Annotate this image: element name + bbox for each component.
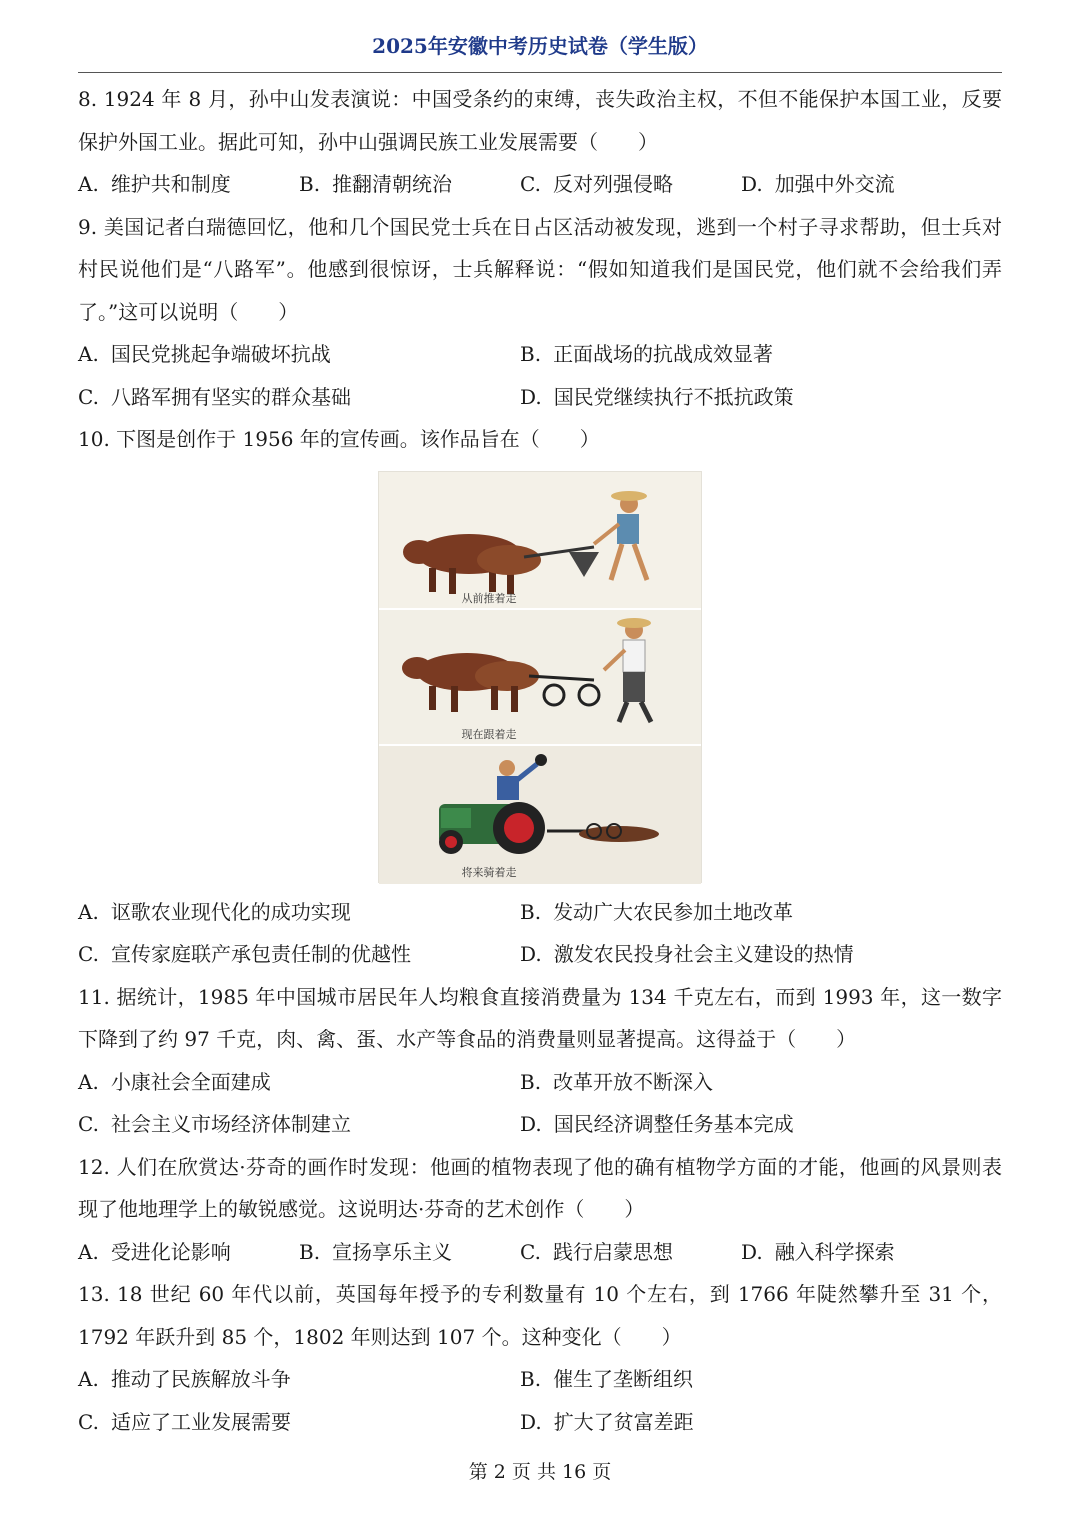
- option-b[interactable]: B. 发动广大农民参加土地改革: [520, 899, 794, 924]
- ox-modern-plough-illustration: [379, 610, 701, 746]
- option-d[interactable]: D. 加强中外交流: [741, 172, 895, 196]
- option-a[interactable]: A. 小康社会全面建成: [78, 1069, 271, 1094]
- option-a[interactable]: A. 推动了民族解放斗争: [78, 1367, 291, 1391]
- poster-panel-past: [379, 472, 701, 608]
- question-13-options-row2: [78, 1401, 1002, 1444]
- question-13-stem: 13. 18 世纪 60 年代以前，英国每年授予的专利数量有 10 个左右，到 1766 年陡然攀升至 31 个，1792 年跃升到 85 个，1802 年则达到 107 个。这种变化（ ）: [78, 1282, 1002, 1349]
- question-8-options: [78, 163, 1002, 206]
- option-a[interactable]: A. 维护共和制度: [78, 172, 231, 196]
- question-10-stem: 10. 下图是创作于 1956 年的宣传画。该作品旨在（ ）: [78, 427, 600, 451]
- question-10-options-row1: [78, 891, 1002, 934]
- question-10-options-row2: [78, 933, 1002, 976]
- caption-future: 将来骑着走: [461, 865, 517, 879]
- question-13-options-row1: [78, 1358, 1002, 1401]
- option-a[interactable]: A. 讴歌农业现代化的成功实现: [78, 899, 351, 924]
- option-d[interactable]: D. 国民党继续执行不抵抗政策: [520, 384, 794, 409]
- question-content: [78, 78, 1002, 1443]
- option-a[interactable]: A. 国民党挑起争端破坏抗战: [78, 342, 331, 366]
- page-footer: 第 2 页 共 16 页: [468, 1461, 612, 1483]
- poster-panel-present: [379, 608, 701, 746]
- question-12-stem: 12. 人们在欣赏达·芬奇的画作时发现：他画的植物表现了他的确有植物学方面的才能，他画的风景则表现了他地理学上的敏锐感觉。这说明达·芬奇的艺术创作（ ）: [78, 1154, 1002, 1221]
- option-c[interactable]: C. 反对列强侵略: [520, 172, 673, 196]
- question-8-stem: 8. 1924 年 8 月，孙中山发表演说：中国受条约的束缚，丧失政治主权，不但不能保护本国工业，反要保护外国工业。据此可知，孙中山强调民族工业发展需要（ ）: [78, 87, 1002, 154]
- question-12-options: [78, 1231, 1002, 1274]
- option-c[interactable]: C. 八路军拥有坚实的群众基础: [78, 384, 351, 409]
- question-11-stem: 11. 据统计，1985 年中国城市居民年人均粮食直接消费量为 134 千克左右，而到 1993 年，这一数字下降到了约 97 千克，肉、禽、蛋、水产等食品的消费量则显著提高。这得益于（ ）: [78, 984, 1002, 1051]
- option-b[interactable]: B. 推翻清朝统治: [299, 172, 453, 196]
- option-d[interactable]: D. 融入科学探索: [741, 1239, 895, 1264]
- option-c[interactable]: C. 适应了工业发展需要: [78, 1409, 291, 1434]
- option-c[interactable]: C. 践行启蒙思想: [520, 1239, 673, 1264]
- question-9-stem: 9. 美国记者白瑞德回忆，他和几个国民党士兵在日占区活动被发现，逃到一个村子寻求帮助，但士兵对村民说他们是“八路军”。他感到很惊讶，士兵解释说：“假如知道我们是国民党，他们就不会给我们弄了。”这可以说明（ ）: [78, 214, 1002, 324]
- page-header: [78, 26, 1002, 73]
- option-d[interactable]: D. 国民经济调整任务基本完成: [520, 1112, 794, 1136]
- poster-panel-future: [379, 744, 701, 884]
- option-b[interactable]: B. 宣扬享乐主义: [299, 1239, 453, 1264]
- option-b[interactable]: B. 催生了垄断组织: [520, 1367, 694, 1391]
- option-d[interactable]: D. 扩大了贫富差距: [520, 1409, 694, 1434]
- option-d[interactable]: D. 激发农民投身社会主义建设的热情: [520, 942, 854, 966]
- question-9-options-row2: [78, 376, 1002, 419]
- ox-plough-illustration: [379, 472, 701, 608]
- caption-past: 从前推着走: [461, 591, 517, 605]
- caption-present: 现在跟着走: [461, 727, 517, 741]
- option-a[interactable]: A. 受进化论影响: [78, 1239, 231, 1264]
- exam-title: 2025年安徽中考历史试卷（学生版）: [372, 34, 708, 58]
- option-c[interactable]: C. 社会主义市场经济体制建立: [78, 1112, 351, 1136]
- question-11-options-row1: [78, 1061, 1002, 1104]
- option-b[interactable]: B. 改革开放不断深入: [520, 1069, 714, 1094]
- propaganda-poster-image: [378, 471, 702, 883]
- option-b[interactable]: B. 正面战场的抗战成效显著: [520, 342, 774, 366]
- question-9-options-row1: [78, 333, 1002, 376]
- question-11-options-row2: [78, 1103, 1002, 1146]
- option-c[interactable]: C. 宣传家庭联产承包责任制的优越性: [78, 942, 411, 966]
- tractor-illustration: [379, 746, 701, 884]
